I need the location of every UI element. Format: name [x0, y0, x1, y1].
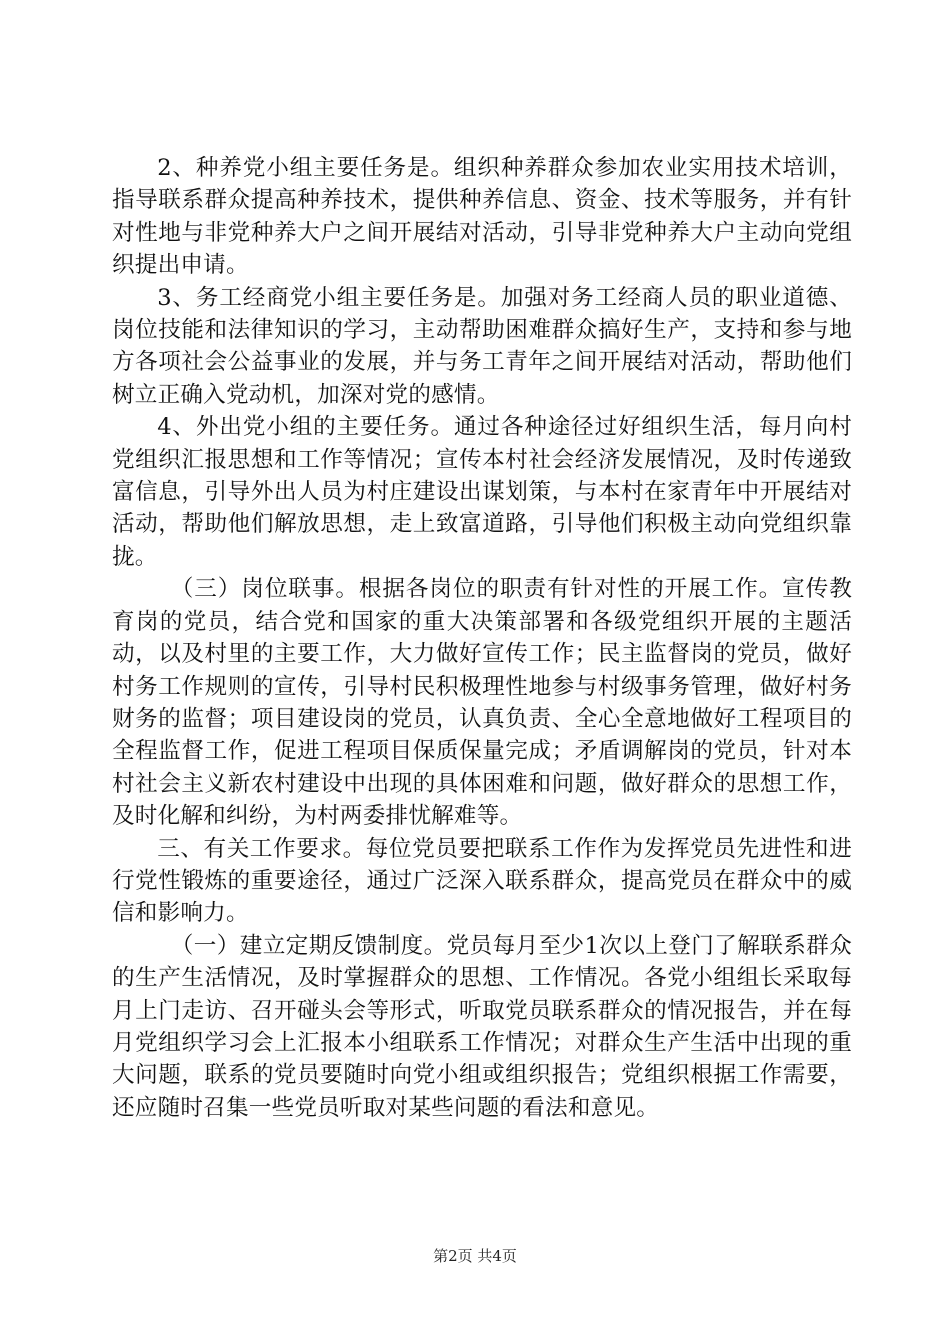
paragraph-feedback-system: （一）建立定期反馈制度。党员每月至少1次以上登门了解联系群众的生产生活情况，及时掌握群众的思想、工作情况。各党小组组长采取每月上门走访、召开碰头会等形式，听取党员联系群众的情况报告，并在每月党组织学习会上汇报本小组联系工作情况；对群众生产生活中出现的重大问题，联系的党员要随时向党小组或组织报告；党组织根据工作需要，还应随时召集一些党员听取对某些问题的看法和意见。 [112, 932, 852, 1121]
paragraph-work-requirements: 三、有关工作要求。每位党员要把联系工作作为发挥党员先进性和进行党性锻炼的重要途径，通过广泛深入联系群众，提高党员在群众中的威信和影响力。 [112, 835, 852, 927]
paragraph-outside-group: 4、外出党小组的主要任务。通过各种途径过好组织生活，每月向村党组织汇报思想和工作等情况；宣传本村社会经济发展情况，及时传递致富信息，引导外出人员为村庄建设出谋划策，与本村在家青年中开展结对活动，帮助他们解放思想，走上致富道路，引导他们积极主动向党组织靠拢。 [112, 414, 852, 570]
page-number-footer: 第2页 共4页 [433, 1247, 517, 1265]
paragraph-post-duties: （三）岗位联事。根据各岗位的职责有针对性的开展工作。宣传教育岗的党员，结合党和国家的重大决策部署和各级党组织开展的主题活动，以及村里的主要工作，大力做好宣传工作；民主监督岗的党员，做好村务工作规则的宣传，引导村民积极理性地参与村级事务管理，做好村务财务的监督；项目建设岗的党员，认真负责、全心全意地做好工程项目的全程监督工作，促进工程项目保质保量完成；矛盾调解岗的党员，针对本村社会主义新农村建设中出现的具体困难和问题，做好群众的思想工作，及时化解和纠纷，为村两委排忧解难等。 [112, 576, 852, 830]
paragraph-planting-group: 2、种养党小组主要任务是。组织种养群众参加农业实用技术培训，指导联系群众提高种养技术，提供种养信息、资金、技术等服务，并有针对性地与非党种养大户之间开展结对活动，引导非党种养大户主动向党组织提出申请。 [112, 155, 852, 279]
document-body [112, 152, 852, 1124]
paragraph-business-group: 3、务工经商党小组主要任务是。加强对务工经商人员的职业道德、岗位技能和法律知识的学习，主动帮助困难群众搞好生产，支持和参与地方各项社会公益事业的发展，并与务工青年之间开展结对活动，帮助他们树立正确入党动机，加深对党的感情。 [112, 284, 852, 408]
